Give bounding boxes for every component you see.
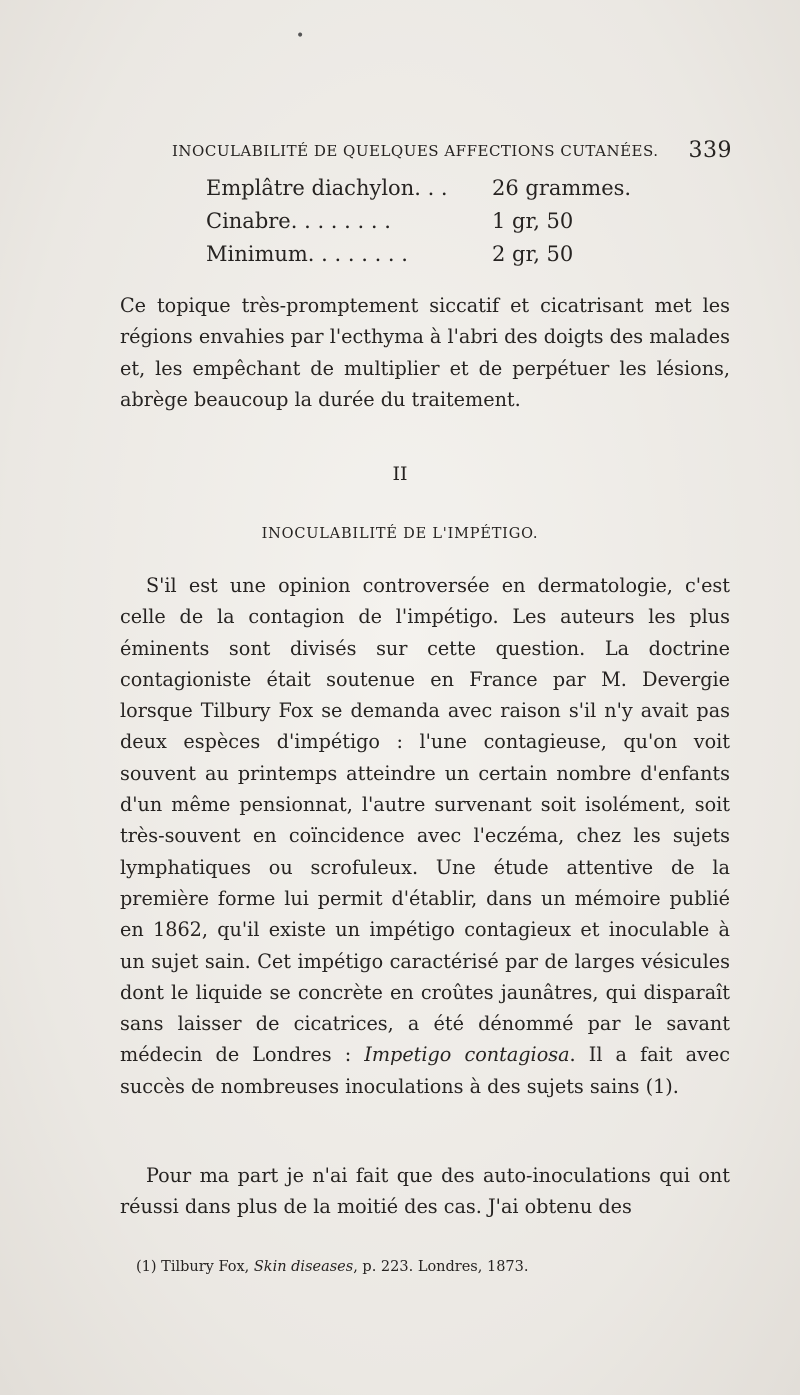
recipe-quantity: 1 gr, 50	[492, 209, 574, 233]
footnote-tail: , p. 223. Londres, 1873.	[353, 1259, 529, 1275]
recipe-list	[206, 176, 646, 275]
running-head	[172, 138, 732, 166]
paragraph-ecthyma-treatment: Ce topique très-promptement siccatif et cicatrisant met les régions envahies par l'ecthyma à l'abri des doigts des malades et, les empêchant de multiplier et de perpétuer les lésions, abrège beaucoup la durée du traitement.	[120, 294, 730, 411]
recipe-row	[206, 242, 646, 275]
footnote-marker: (1) Tilbury Fox,	[136, 1259, 250, 1275]
running-head-title: INOCULABILITÉ DE QUELQUES AFFECTIONS CUTANÉES.	[172, 142, 659, 160]
paragraph-impetigo-contagion	[120, 570, 730, 1102]
recipe-row	[206, 209, 646, 242]
recipe-row	[206, 176, 646, 209]
section-title: INOCULABILITÉ DE L'IMPÉTIGO.	[261, 526, 539, 542]
recipe-ingredient: Emplâtre diachylon. . .	[206, 176, 448, 200]
footnote-italic: Skin diseases	[253, 1259, 354, 1275]
recipe-ingredient: Minimum. . . . . . . .	[206, 242, 408, 266]
paragraph-tail: . Il a fait avec succès de nombreuses inoculations à des sujets sains (1).	[120, 1043, 730, 1098]
page-number: 339	[688, 138, 732, 163]
italic-term: Impetigo contagiosa	[364, 1043, 570, 1067]
footnote	[136, 1259, 736, 1275]
ink-speck: •	[296, 28, 305, 44]
paragraph-auto-inoculations: Pour ma part je n'ai fait que des auto-inoculations qui ont réussi dans plus de la moitié des cas. J'ai obtenu des	[120, 1164, 730, 1219]
recipe-quantity: 2 gr, 50	[492, 242, 574, 266]
recipe-quantity: 26 grammes.	[492, 176, 632, 200]
paragraph-text: S'il est une opinion controversée en dermatologie, c'est celle de la contagion de l'impétigo. Les auteurs les plus éminents sont divisés sur cette question. La doctrine contagioniste était soutenue en France par M. Devergie lorsque Tilbury Fox se demanda avec raison s'il n'y avait pas deux espèces d'impétigo : l'une contagieuse, qu'on voit souvent au printemps atteindre un certain nombre d'enfants d'un même pensionnat, l'autre survenant soit isolément, soit très-souvent en coïncidence avec l'eczéma, chez les sujets lymphatiques ou scrofuleux. Une étude attentive de la première forme lui permit d'établir, dans un mémoire publié en 1862, qu'il existe un impétigo contagieux et inoculable à un sujet sain. Cet impétigo caractérisé par de larges vésicules dont le liquide se concrète en croûtes jaunâtres, qui disparaît sans laisser de cicatrices, a été dénommé par le savant médecin de Londres :	[120, 574, 730, 1067]
section-number: II	[392, 463, 408, 485]
recipe-ingredient: Cinabre. . . . . . . .	[206, 209, 391, 233]
